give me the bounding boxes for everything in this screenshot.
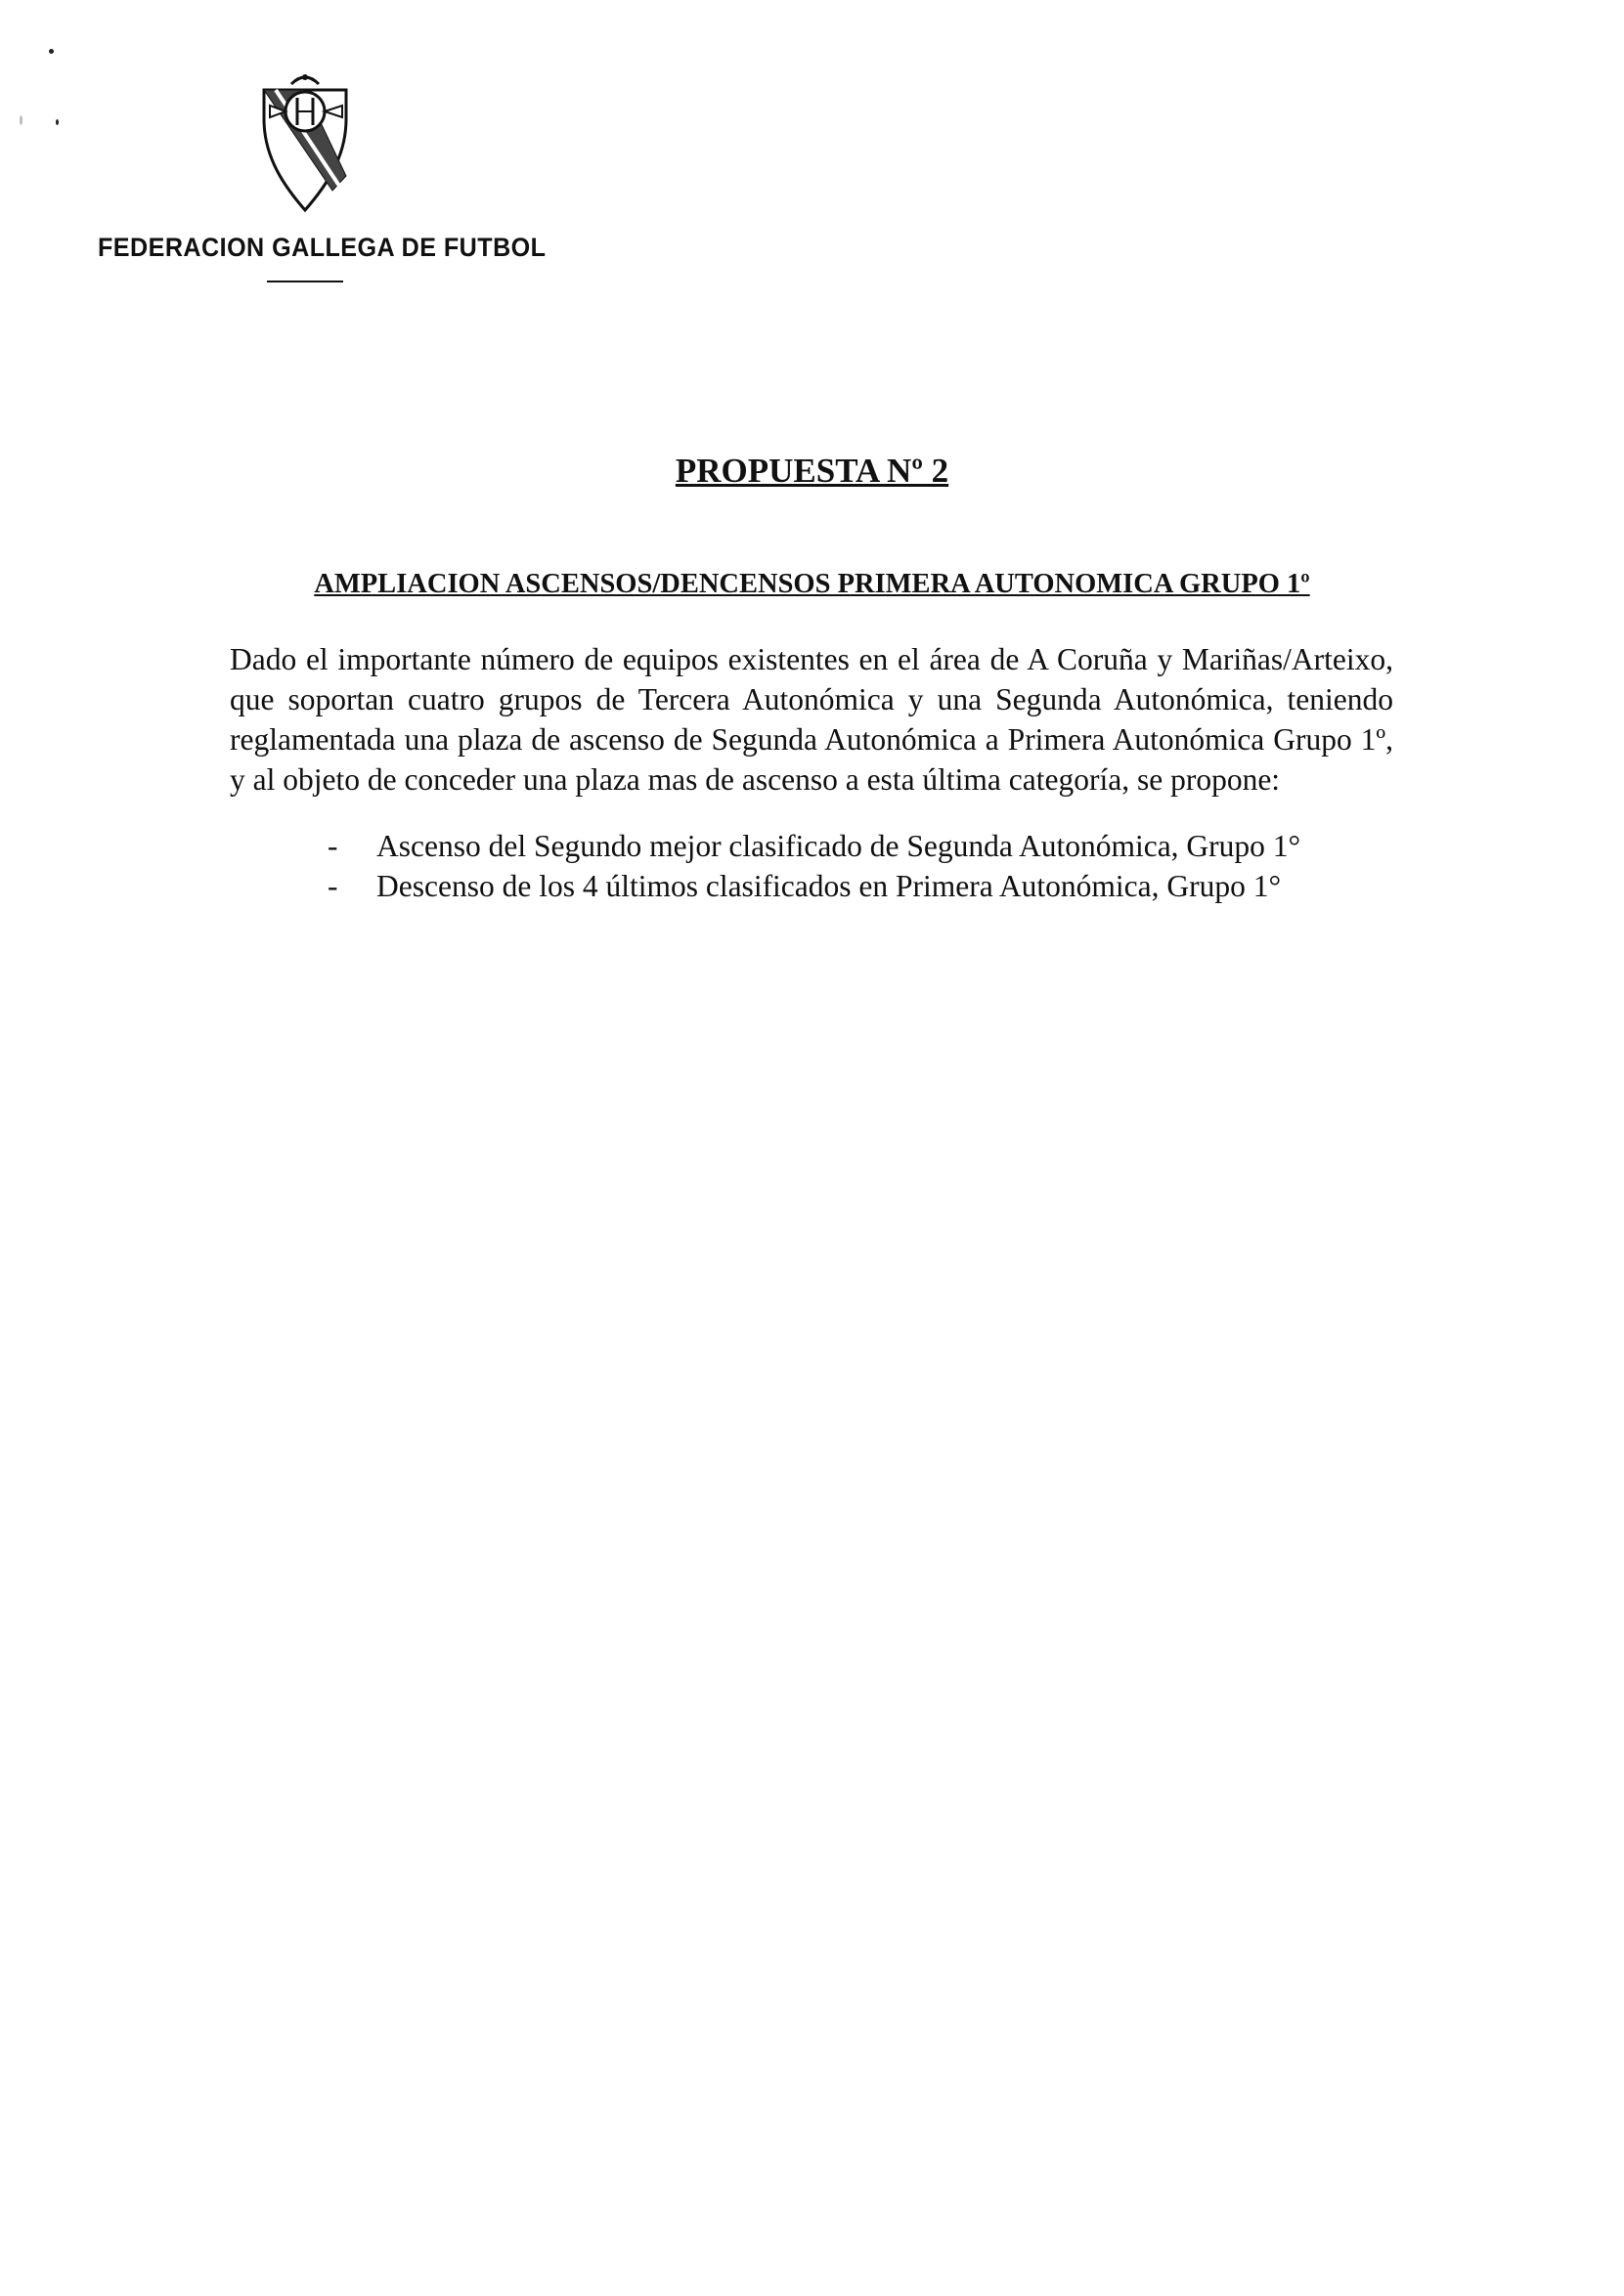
proposal-subtitle: AMPLIACION ASCENSOS/DENCENSOS PRIMERA AUTONOMICA GRUPO 1º: [314, 569, 1310, 599]
proposal-title: PROPUESTA Nº 2: [675, 452, 949, 490]
list-item: [328, 866, 1300, 906]
header-divider: [267, 281, 343, 282]
proposal-list: [328, 826, 1300, 906]
list-item-text: Descenso de los 4 últimos clasificados en Primera Autonómica, Grupo 1°: [376, 869, 1282, 903]
organization-name: FEDERACION GALLEGA DE FUTBOL: [98, 233, 547, 262]
bullet-dash: -: [328, 869, 338, 903]
scan-speck: [49, 49, 54, 54]
proposal-paragraph: Dado el importante número de equipos existentes en el área de A Coruña y Mariñas/Arteixo, que soportan cuatro grupos de Tercera Autonómica y una Segunda Autonómica, teniendo reglamentada una plaza de ascenso de Segunda Autonómica a Primera Autonómica Grupo 1º, y al objeto de conceder una plaza mas de ascenso a esta última categoría, se propone:: [230, 642, 1393, 797]
list-item: [328, 826, 1300, 866]
scan-speck: [56, 119, 59, 125]
bullet-dash: -: [328, 829, 338, 863]
list-item-text: Ascenso del Segundo mejor clasificado de Segunda Autonómica, Grupo 1°: [376, 829, 1301, 863]
scan-speck: [20, 115, 22, 125]
federation-crest-icon: [256, 68, 354, 215]
